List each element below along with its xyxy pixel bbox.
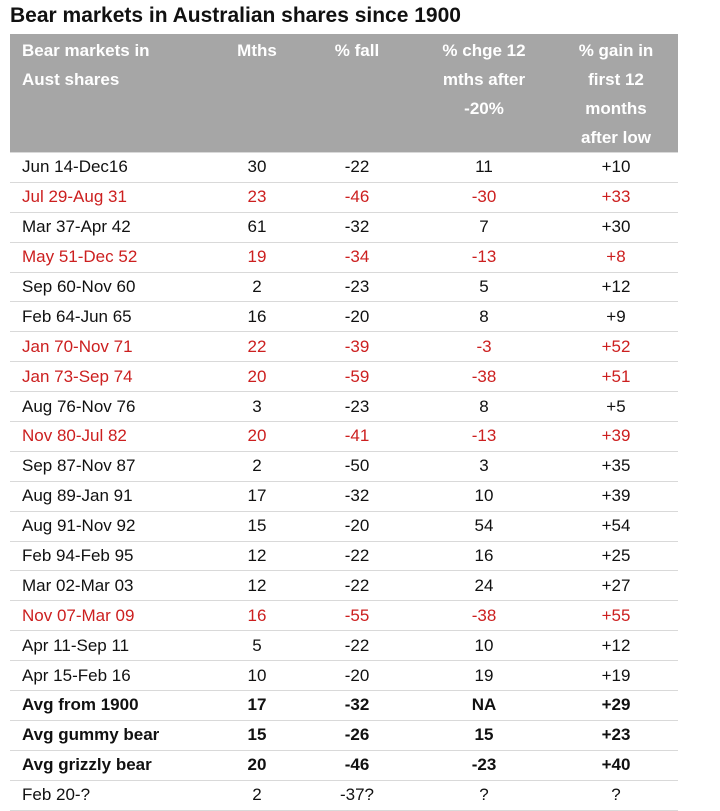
cell-period: May 51-Dec 52 <box>10 242 214 272</box>
cell-change-12m: 5 <box>414 272 554 302</box>
cell-fall: -20 <box>300 511 414 541</box>
table-row <box>10 422 678 452</box>
cell-period: Nov 07-Mar 09 <box>10 601 214 631</box>
cell-months: 15 <box>214 511 300 541</box>
cell-months: 10 <box>214 661 300 691</box>
table-row <box>10 691 678 721</box>
cell-fall: -22 <box>300 153 414 183</box>
cell-change-12m: 54 <box>414 511 554 541</box>
table-body <box>10 153 678 811</box>
cell-fall: -46 <box>300 182 414 212</box>
table-row <box>10 332 678 362</box>
cell-change-12m: -30 <box>414 182 554 212</box>
cell-change-12m: 15 <box>414 720 554 750</box>
cell-fall: -22 <box>300 631 414 661</box>
header-fall <box>300 34 414 153</box>
header-line: Aust shares <box>22 70 120 89</box>
table-title: Bear markets in Australian shares since 1900 <box>10 4 461 27</box>
cell-months: 17 <box>214 691 300 721</box>
table-row <box>10 631 678 661</box>
header-period <box>10 34 214 153</box>
cell-gain-12m: +40 <box>554 750 678 780</box>
cell-months: 12 <box>214 571 300 601</box>
table-row <box>10 153 678 183</box>
table-row <box>10 541 678 571</box>
cell-period: Feb 20-? <box>10 780 214 810</box>
cell-period: Aug 76-Nov 76 <box>10 392 214 422</box>
cell-fall: -22 <box>300 541 414 571</box>
cell-fall: -37? <box>300 780 414 810</box>
cell-period: Avg gummy bear <box>10 720 214 750</box>
cell-fall: -20 <box>300 661 414 691</box>
cell-change-12m: -23 <box>414 750 554 780</box>
cell-change-12m: -13 <box>414 242 554 272</box>
cell-months: 16 <box>214 601 300 631</box>
table-row <box>10 392 678 422</box>
cell-fall: -59 <box>300 362 414 392</box>
cell-months: 30 <box>214 153 300 183</box>
bear-markets-table <box>10 34 678 811</box>
cell-months: 2 <box>214 780 300 810</box>
cell-period: Aug 89-Jan 91 <box>10 481 214 511</box>
bear-markets-table-container <box>10 34 678 811</box>
table-row <box>10 601 678 631</box>
cell-change-12m: 19 <box>414 661 554 691</box>
cell-gain-12m: +39 <box>554 422 678 452</box>
cell-change-12m: 10 <box>414 631 554 661</box>
cell-fall: -32 <box>300 691 414 721</box>
cell-period: Apr 15-Feb 16 <box>10 661 214 691</box>
cell-months: 22 <box>214 332 300 362</box>
cell-period: Apr 11-Sep 11 <box>10 631 214 661</box>
cell-period: Aug 91-Nov 92 <box>10 511 214 541</box>
cell-gain-12m: +23 <box>554 720 678 750</box>
cell-period: Feb 64-Jun 65 <box>10 302 214 332</box>
cell-change-12m: 10 <box>414 481 554 511</box>
cell-fall: -22 <box>300 571 414 601</box>
cell-change-12m: -38 <box>414 362 554 392</box>
cell-gain-12m: +29 <box>554 691 678 721</box>
cell-gain-12m: +12 <box>554 631 678 661</box>
table-row <box>10 242 678 272</box>
header-line: -20% <box>464 99 504 118</box>
header-gain-12m <box>554 34 678 153</box>
cell-period: Avg from 1900 <box>10 691 214 721</box>
cell-period: Jan 73-Sep 74 <box>10 362 214 392</box>
cell-months: 15 <box>214 720 300 750</box>
cell-change-12m: 8 <box>414 392 554 422</box>
cell-change-12m: 7 <box>414 212 554 242</box>
cell-months: 20 <box>214 750 300 780</box>
cell-fall: -39 <box>300 332 414 362</box>
cell-period: Feb 94-Feb 95 <box>10 541 214 571</box>
cell-months: 12 <box>214 541 300 571</box>
cell-period: Mar 37-Apr 42 <box>10 212 214 242</box>
cell-change-12m: ? <box>414 780 554 810</box>
cell-fall: -50 <box>300 451 414 481</box>
table-row <box>10 272 678 302</box>
cell-change-12m: 8 <box>414 302 554 332</box>
cell-gain-12m: +25 <box>554 541 678 571</box>
cell-gain-12m: +52 <box>554 332 678 362</box>
header-line: after low <box>581 128 651 147</box>
table-row <box>10 212 678 242</box>
table-row <box>10 481 678 511</box>
cell-change-12m: NA <box>414 691 554 721</box>
cell-gain-12m: +5 <box>554 392 678 422</box>
cell-months: 16 <box>214 302 300 332</box>
cell-period: Sep 87-Nov 87 <box>10 451 214 481</box>
cell-change-12m: -3 <box>414 332 554 362</box>
table-row <box>10 451 678 481</box>
cell-fall: -20 <box>300 302 414 332</box>
cell-fall: -41 <box>300 422 414 452</box>
table-row <box>10 362 678 392</box>
cell-change-12m: 11 <box>414 153 554 183</box>
cell-months: 20 <box>214 422 300 452</box>
cell-gain-12m: +35 <box>554 451 678 481</box>
header-change-12m <box>414 34 554 153</box>
cell-gain-12m: +19 <box>554 661 678 691</box>
table-row <box>10 720 678 750</box>
header-line: months <box>585 99 647 118</box>
cell-change-12m: 3 <box>414 451 554 481</box>
cell-change-12m: 24 <box>414 571 554 601</box>
cell-months: 61 <box>214 212 300 242</box>
table-row <box>10 511 678 541</box>
cell-gain-12m: +10 <box>554 153 678 183</box>
table-row <box>10 182 678 212</box>
header-months <box>214 34 300 153</box>
cell-gain-12m: +9 <box>554 302 678 332</box>
cell-fall: -23 <box>300 392 414 422</box>
header-line: % chge 12 <box>442 41 526 60</box>
cell-months: 20 <box>214 362 300 392</box>
cell-months: 19 <box>214 242 300 272</box>
header-line: % gain in <box>578 41 654 60</box>
cell-gain-12m: +55 <box>554 601 678 631</box>
cell-gain-12m: +30 <box>554 212 678 242</box>
cell-fall: -46 <box>300 750 414 780</box>
cell-change-12m: -38 <box>414 601 554 631</box>
cell-months: 2 <box>214 451 300 481</box>
cell-period: Sep 60-Nov 60 <box>10 272 214 302</box>
table-row <box>10 750 678 780</box>
cell-months: 2 <box>214 272 300 302</box>
cell-gain-12m: +33 <box>554 182 678 212</box>
cell-fall: -26 <box>300 720 414 750</box>
cell-gain-12m: +8 <box>554 242 678 272</box>
cell-period: Jul 29-Aug 31 <box>10 182 214 212</box>
cell-period: Jun 14-Dec16 <box>10 153 214 183</box>
cell-fall: -34 <box>300 242 414 272</box>
table-row <box>10 780 678 810</box>
cell-gain-12m: +27 <box>554 571 678 601</box>
header-line: % fall <box>334 41 380 60</box>
cell-fall: -32 <box>300 212 414 242</box>
cell-period: Nov 80-Jul 82 <box>10 422 214 452</box>
cell-gain-12m: +51 <box>554 362 678 392</box>
cell-gain-12m: ? <box>554 780 678 810</box>
cell-gain-12m: +12 <box>554 272 678 302</box>
cell-fall: -23 <box>300 272 414 302</box>
cell-period: Mar 02-Mar 03 <box>10 571 214 601</box>
header-line: first 12 <box>588 70 644 89</box>
table-row <box>10 571 678 601</box>
header-line: Bear markets in <box>22 41 150 60</box>
cell-gain-12m: +39 <box>554 481 678 511</box>
cell-months: 17 <box>214 481 300 511</box>
cell-change-12m: 16 <box>414 541 554 571</box>
cell-period: Jan 70-Nov 71 <box>10 332 214 362</box>
cell-months: 23 <box>214 182 300 212</box>
cell-fall: -32 <box>300 481 414 511</box>
table-row <box>10 661 678 691</box>
header-row <box>10 34 678 153</box>
cell-months: 3 <box>214 392 300 422</box>
table-header <box>10 34 678 153</box>
cell-period: Avg grizzly bear <box>10 750 214 780</box>
cell-months: 5 <box>214 631 300 661</box>
header-line: mths after <box>442 70 526 89</box>
header-line: Mths <box>237 41 277 60</box>
table-row <box>10 302 678 332</box>
cell-change-12m: -13 <box>414 422 554 452</box>
cell-gain-12m: +54 <box>554 511 678 541</box>
cell-fall: -55 <box>300 601 414 631</box>
